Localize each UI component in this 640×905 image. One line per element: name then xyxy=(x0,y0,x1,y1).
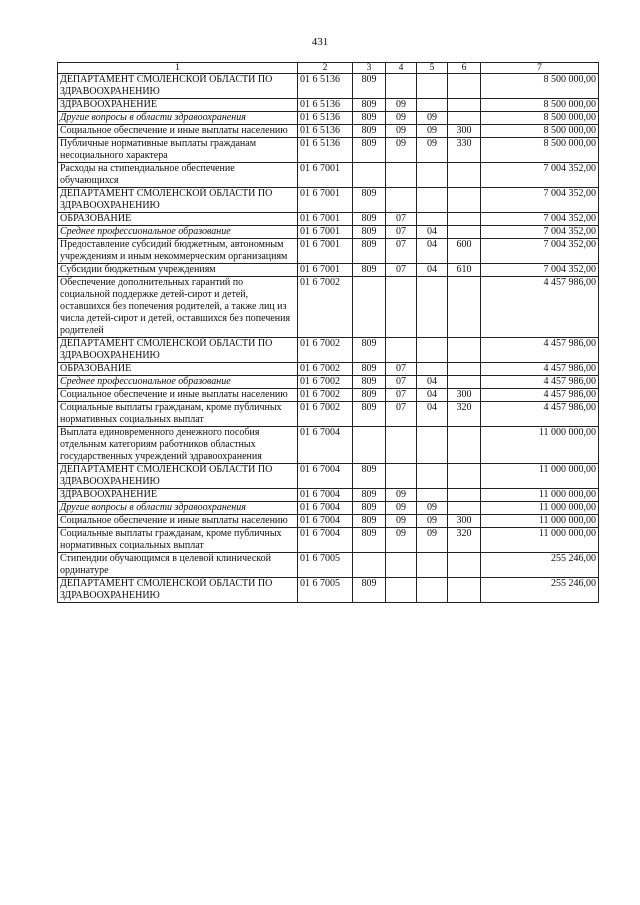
amount: 11 000 000,00 xyxy=(481,502,599,515)
amount: 7 004 352,00 xyxy=(481,188,599,213)
row-name: Социальные выплаты гражданам, кроме публичных нормативных социальных выплат xyxy=(58,528,298,553)
subsection-code xyxy=(417,338,448,363)
ministry-code: 809 xyxy=(353,99,386,112)
ministry-code: 809 xyxy=(353,464,386,489)
table-row xyxy=(58,376,599,389)
amount: 4 457 986,00 xyxy=(481,338,599,363)
expense-type-code xyxy=(448,363,481,376)
subsection-code xyxy=(417,188,448,213)
subsection-code xyxy=(417,277,448,338)
table-row xyxy=(58,125,599,138)
table-row xyxy=(58,264,599,277)
table-row xyxy=(58,464,599,489)
table-row xyxy=(58,338,599,363)
section-code xyxy=(386,163,417,188)
expense-type-code xyxy=(448,338,481,363)
expense-type-code: 300 xyxy=(448,389,481,402)
subsection-code: 09 xyxy=(417,112,448,125)
column-header: 6 xyxy=(448,63,481,74)
table-row xyxy=(58,99,599,112)
table-row xyxy=(58,239,599,264)
subsection-code xyxy=(417,74,448,99)
section-code: 07 xyxy=(386,389,417,402)
expense-type-code: 300 xyxy=(448,515,481,528)
subsection-code: 09 xyxy=(417,138,448,163)
subsection-code xyxy=(417,578,448,603)
amount: 7 004 352,00 xyxy=(481,213,599,226)
program-code: 01 6 7001 xyxy=(298,188,353,213)
table-row xyxy=(58,427,599,464)
row-name: Обеспечение дополнительных гарантий по социальной поддержке детей-сирот и детей, оставшихся без попечения родителей, а также лиц из числа детей-сирот и детей, оставшихся без попечения родителей xyxy=(58,277,298,338)
program-code: 01 6 7004 xyxy=(298,489,353,502)
ministry-code xyxy=(353,277,386,338)
subsection-code xyxy=(417,213,448,226)
subsection-code xyxy=(417,553,448,578)
program-code: 01 6 7001 xyxy=(298,239,353,264)
budget-table xyxy=(57,62,599,603)
section-code: 09 xyxy=(386,112,417,125)
section-code xyxy=(386,464,417,489)
row-name: Выплата единовременного денежного пособия отдельным категориям работников областных государственных учреждений здравоохранения xyxy=(58,427,298,464)
amount: 4 457 986,00 xyxy=(481,402,599,427)
expense-type-code xyxy=(448,464,481,489)
program-code: 01 6 7001 xyxy=(298,163,353,188)
row-name: Среднее профессиональное образование xyxy=(58,226,298,239)
program-code: 01 6 7001 xyxy=(298,264,353,277)
expense-type-code: 610 xyxy=(448,264,481,277)
ministry-code: 809 xyxy=(353,376,386,389)
amount: 8 500 000,00 xyxy=(481,138,599,163)
subsection-code: 09 xyxy=(417,515,448,528)
amount: 11 000 000,00 xyxy=(481,489,599,502)
amount: 7 004 352,00 xyxy=(481,226,599,239)
program-code: 01 6 5136 xyxy=(298,74,353,99)
amount: 255 246,00 xyxy=(481,578,599,603)
subsection-code: 04 xyxy=(417,376,448,389)
row-name: Расходы на стипендиальное обеспечение обучающихся xyxy=(58,163,298,188)
section-code xyxy=(386,553,417,578)
section-code xyxy=(386,277,417,338)
row-name: Среднее профессиональное образование xyxy=(58,376,298,389)
column-header: 1 xyxy=(58,63,298,74)
row-name: ЗДРАВООХРАНЕНИЕ xyxy=(58,489,298,502)
section-code: 09 xyxy=(386,502,417,515)
amount: 11 000 000,00 xyxy=(481,427,599,464)
ministry-code: 809 xyxy=(353,502,386,515)
program-code: 01 6 7002 xyxy=(298,376,353,389)
table-row xyxy=(58,528,599,553)
row-name: Социальное обеспечение и иные выплаты населению xyxy=(58,389,298,402)
table-row xyxy=(58,277,599,338)
ministry-code: 809 xyxy=(353,188,386,213)
table-row xyxy=(58,402,599,427)
row-name: Другие вопросы в области здравоохранения xyxy=(58,502,298,515)
table-row xyxy=(58,74,599,99)
table-row xyxy=(58,363,599,376)
row-name: ДЕПАРТАМЕНТ СМОЛЕНСКОЙ ОБЛАСТИ ПО ЗДРАВООХРАНЕНИЮ xyxy=(58,188,298,213)
program-code: 01 6 7002 xyxy=(298,402,353,427)
table-row xyxy=(58,502,599,515)
amount: 7 004 352,00 xyxy=(481,264,599,277)
ministry-code: 809 xyxy=(353,389,386,402)
expense-type-code xyxy=(448,489,481,502)
program-code: 01 6 7004 xyxy=(298,502,353,515)
ministry-code: 809 xyxy=(353,402,386,427)
expense-type-code xyxy=(448,112,481,125)
section-code: 07 xyxy=(386,264,417,277)
row-name: ДЕПАРТАМЕНТ СМОЛЕНСКОЙ ОБЛАСТИ ПО ЗДРАВООХРАНЕНИЮ xyxy=(58,338,298,363)
ministry-code xyxy=(353,553,386,578)
program-code: 01 6 7002 xyxy=(298,338,353,363)
amount: 4 457 986,00 xyxy=(481,389,599,402)
amount: 8 500 000,00 xyxy=(481,74,599,99)
ministry-code: 809 xyxy=(353,489,386,502)
expense-type-code: 320 xyxy=(448,528,481,553)
subsection-code xyxy=(417,363,448,376)
ministry-code: 809 xyxy=(353,138,386,163)
section-code xyxy=(386,427,417,464)
expense-type-code xyxy=(448,553,481,578)
column-header: 7 xyxy=(481,63,599,74)
ministry-code xyxy=(353,427,386,464)
row-name: ЗДРАВООХРАНЕНИЕ xyxy=(58,99,298,112)
column-header: 5 xyxy=(417,63,448,74)
section-code: 07 xyxy=(386,226,417,239)
expense-type-code xyxy=(448,578,481,603)
program-code: 01 6 5136 xyxy=(298,112,353,125)
section-code: 09 xyxy=(386,515,417,528)
program-code: 01 6 7005 xyxy=(298,553,353,578)
amount: 11 000 000,00 xyxy=(481,528,599,553)
ministry-code: 809 xyxy=(353,528,386,553)
table-row xyxy=(58,188,599,213)
table-row xyxy=(58,226,599,239)
ministry-code: 809 xyxy=(353,264,386,277)
column-header: 2 xyxy=(298,63,353,74)
expense-type-code xyxy=(448,188,481,213)
expense-type-code: 330 xyxy=(448,138,481,163)
subsection-code: 04 xyxy=(417,226,448,239)
table-row xyxy=(58,553,599,578)
subsection-code: 04 xyxy=(417,264,448,277)
program-code: 01 6 7002 xyxy=(298,277,353,338)
row-name: Другие вопросы в области здравоохранения xyxy=(58,112,298,125)
amount: 7 004 352,00 xyxy=(481,163,599,188)
table-row xyxy=(58,138,599,163)
program-code: 01 6 7001 xyxy=(298,213,353,226)
row-name: ОБРАЗОВАНИЕ xyxy=(58,213,298,226)
row-name: Субсидии бюджетным учреждениям xyxy=(58,264,298,277)
amount: 4 457 986,00 xyxy=(481,277,599,338)
subsection-code xyxy=(417,464,448,489)
expense-type-code xyxy=(448,74,481,99)
row-name: Социальные выплаты гражданам, кроме публичных нормативных социальных выплат xyxy=(58,402,298,427)
program-code: 01 6 5136 xyxy=(298,99,353,112)
row-name: ДЕПАРТАМЕНТ СМОЛЕНСКОЙ ОБЛАСТИ ПО ЗДРАВООХРАНЕНИЮ xyxy=(58,578,298,603)
row-name: Предоставление субсидий бюджетным, автономным учреждениям и иным некоммерческим организациям xyxy=(58,239,298,264)
program-code: 01 6 5136 xyxy=(298,138,353,163)
section-code: 09 xyxy=(386,99,417,112)
section-code: 07 xyxy=(386,376,417,389)
row-name: ДЕПАРТАМЕНТ СМОЛЕНСКОЙ ОБЛАСТИ ПО ЗДРАВООХРАНЕНИЮ xyxy=(58,464,298,489)
section-code xyxy=(386,578,417,603)
table-row xyxy=(58,578,599,603)
program-code: 01 6 7004 xyxy=(298,427,353,464)
amount: 8 500 000,00 xyxy=(481,112,599,125)
section-code: 07 xyxy=(386,239,417,264)
ministry-code: 809 xyxy=(353,338,386,363)
expense-type-code xyxy=(448,502,481,515)
expense-type-code xyxy=(448,277,481,338)
header-row xyxy=(58,63,599,74)
ministry-code: 809 xyxy=(353,213,386,226)
amount: 255 246,00 xyxy=(481,553,599,578)
subsection-code: 09 xyxy=(417,125,448,138)
section-code: 09 xyxy=(386,138,417,163)
ministry-code: 809 xyxy=(353,239,386,264)
table-row xyxy=(58,112,599,125)
subsection-code xyxy=(417,489,448,502)
page-number: 431 xyxy=(311,36,329,48)
expense-type-code xyxy=(448,99,481,112)
section-code xyxy=(386,188,417,213)
ministry-code: 809 xyxy=(353,363,386,376)
row-name: Стипендии обучающимся в целевой клинической ординатуре xyxy=(58,553,298,578)
subsection-code: 04 xyxy=(417,239,448,264)
amount: 4 457 986,00 xyxy=(481,376,599,389)
amount: 11 000 000,00 xyxy=(481,464,599,489)
amount: 4 457 986,00 xyxy=(481,363,599,376)
section-code xyxy=(386,74,417,99)
amount: 8 500 000,00 xyxy=(481,125,599,138)
row-name: ОБРАЗОВАНИЕ xyxy=(58,363,298,376)
program-code: 01 6 5136 xyxy=(298,125,353,138)
section-code: 07 xyxy=(386,363,417,376)
ministry-code: 809 xyxy=(353,125,386,138)
column-header: 3 xyxy=(353,63,386,74)
amount: 7 004 352,00 xyxy=(481,239,599,264)
expense-type-code: 320 xyxy=(448,402,481,427)
ministry-code: 809 xyxy=(353,578,386,603)
subsection-code: 09 xyxy=(417,502,448,515)
table-row xyxy=(58,489,599,502)
section-code: 07 xyxy=(386,402,417,427)
subsection-code xyxy=(417,427,448,464)
expense-type-code: 600 xyxy=(448,239,481,264)
program-code: 01 6 7002 xyxy=(298,363,353,376)
ministry-code: 809 xyxy=(353,74,386,99)
amount: 11 000 000,00 xyxy=(481,515,599,528)
expense-type-code: 300 xyxy=(448,125,481,138)
row-name: Социальное обеспечение и иные выплаты населению xyxy=(58,515,298,528)
program-code: 01 6 7001 xyxy=(298,226,353,239)
ministry-code xyxy=(353,163,386,188)
row-name: ДЕПАРТАМЕНТ СМОЛЕНСКОЙ ОБЛАСТИ ПО ЗДРАВООХРАНЕНИЮ xyxy=(58,74,298,99)
expense-type-code xyxy=(448,427,481,464)
subsection-code: 04 xyxy=(417,389,448,402)
section-code xyxy=(386,338,417,363)
ministry-code: 809 xyxy=(353,226,386,239)
program-code: 01 6 7005 xyxy=(298,578,353,603)
section-code: 09 xyxy=(386,125,417,138)
table-row xyxy=(58,163,599,188)
subsection-code: 04 xyxy=(417,402,448,427)
expense-type-code xyxy=(448,376,481,389)
program-code: 01 6 7004 xyxy=(298,515,353,528)
section-code: 09 xyxy=(386,528,417,553)
table-row xyxy=(58,515,599,528)
row-name: Социальное обеспечение и иные выплаты населению xyxy=(58,125,298,138)
row-name: Публичные нормативные выплаты гражданам несоциального характера xyxy=(58,138,298,163)
expense-type-code xyxy=(448,226,481,239)
subsection-code xyxy=(417,99,448,112)
subsection-code: 09 xyxy=(417,528,448,553)
program-code: 01 6 7004 xyxy=(298,464,353,489)
table-row xyxy=(58,213,599,226)
table-row xyxy=(58,389,599,402)
expense-type-code xyxy=(448,163,481,188)
section-code: 07 xyxy=(386,213,417,226)
ministry-code: 809 xyxy=(353,112,386,125)
column-header: 4 xyxy=(386,63,417,74)
section-code: 09 xyxy=(386,489,417,502)
amount: 8 500 000,00 xyxy=(481,99,599,112)
program-code: 01 6 7004 xyxy=(298,528,353,553)
program-code: 01 6 7002 xyxy=(298,389,353,402)
expense-type-code xyxy=(448,213,481,226)
subsection-code xyxy=(417,163,448,188)
ministry-code: 809 xyxy=(353,515,386,528)
